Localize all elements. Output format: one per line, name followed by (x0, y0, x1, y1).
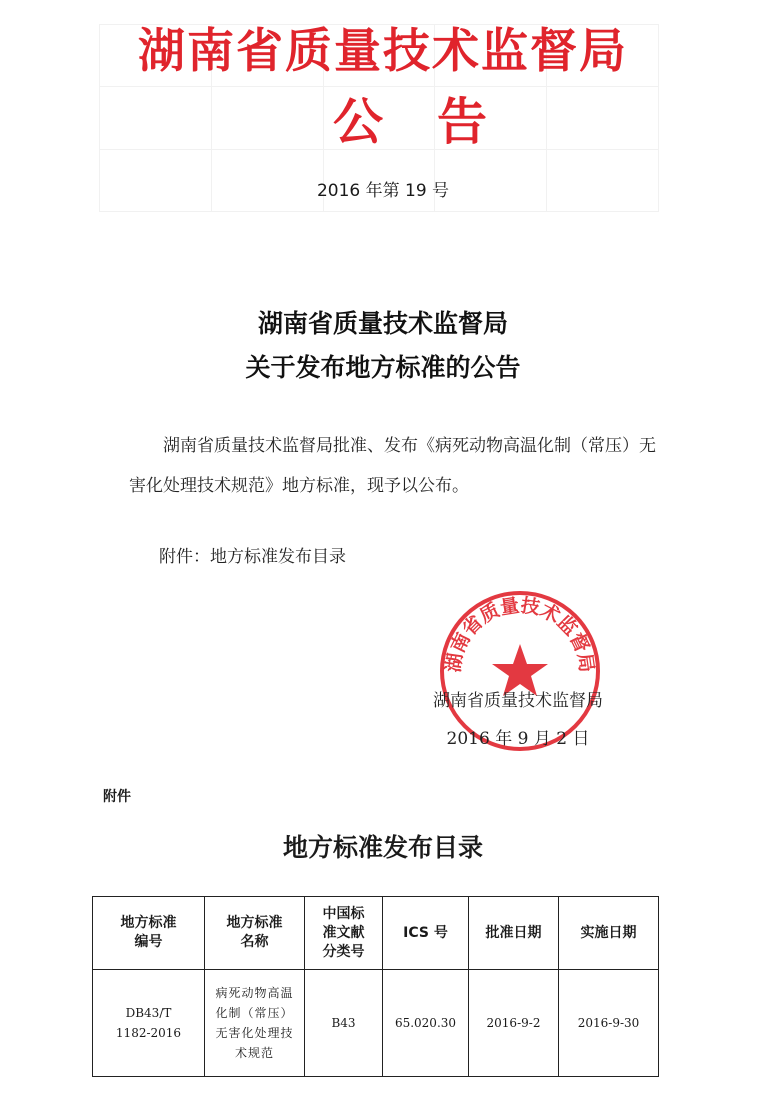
column-header: 中国标准文献分类号 (305, 897, 383, 970)
annex-page (11, 766, 755, 1113)
notice-header: 公告 (333, 93, 541, 151)
column-header: 地方标准编号 (93, 897, 205, 970)
seal-text: 湖南省质量技术监督局 (442, 594, 598, 674)
approval-date-cell: 2016-9-2 (469, 970, 559, 1077)
standard-name-cell: 病死动物高温化制（常压）无害化处理技术规范 (205, 970, 305, 1077)
signer-name: 湖南省质量技术监督局 (433, 691, 603, 711)
notice-title-line-1: 湖南省质量技术监督局 (257, 309, 508, 338)
page-gap (0, 756, 766, 766)
column-header: 批准日期 (469, 897, 559, 970)
column-header: ICS 号 (383, 897, 469, 970)
attachment-reference: 附件：地方标准发布目录 (159, 547, 346, 567)
notice-page (11, 8, 755, 754)
annex-label: 附件 (103, 789, 131, 805)
standards-table (92, 896, 659, 1077)
effective-date-cell: 2016-9-30 (559, 970, 659, 1077)
annex-title: 地方标准发布目录 (282, 833, 483, 862)
table-row (93, 970, 659, 1077)
standard-number-cell: DB43/T 1182-2016 (93, 970, 205, 1077)
notice-body: 湖南省质量技术监督局批准、发布《病死动物高温化制（常压）无害化处理技术规范》地方标准，现予以公布。 (129, 436, 656, 496)
document-number: 2016 年第 19 号 (316, 181, 450, 201)
table-header-row (93, 897, 659, 970)
column-header: 地方标准名称 (205, 897, 305, 970)
ics-cell: 65.020.30 (383, 970, 469, 1077)
issuer-header: 湖南省质量技术监督局 (138, 24, 628, 79)
notice-title-line-2: 关于发布地方标准的公告 (245, 353, 521, 382)
column-header: 实施日期 (559, 897, 659, 970)
signing-date: 2016 年 9 月 2 日 (446, 729, 590, 749)
ccs-cell: B43 (305, 970, 383, 1077)
